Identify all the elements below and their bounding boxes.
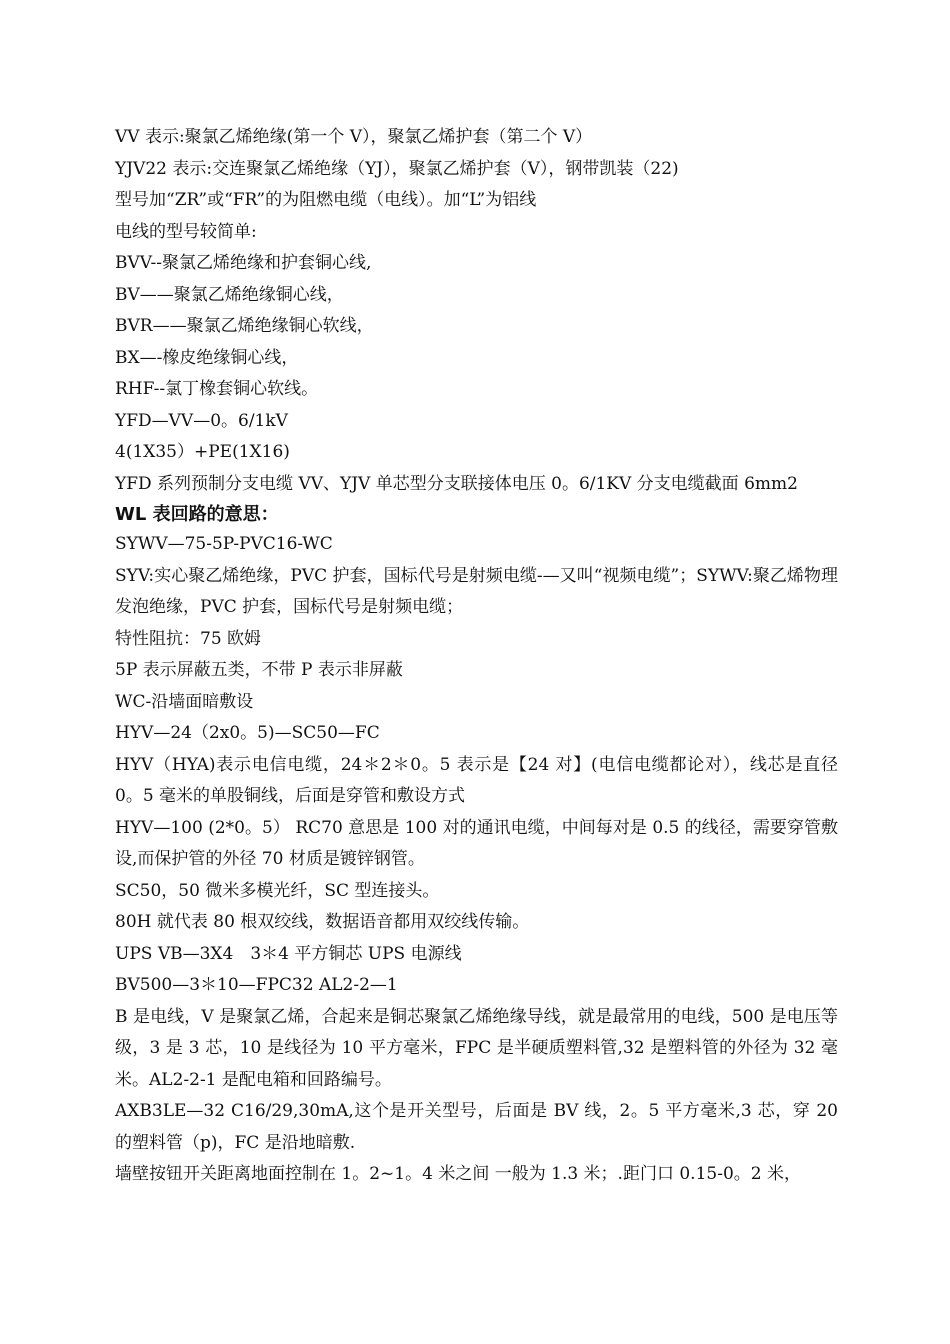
- text-line: YJV22 表示:交连聚氯乙烯绝缘（YJ），聚氯乙烯护套（V），钢带凯装（22): [115, 158, 679, 179]
- text-line: WC-沿墙面暗敷设: [115, 691, 254, 712]
- text-line: 特性阻抗：75 欧姆: [115, 628, 262, 649]
- text-line: BV500—3＊10—FPC32 AL2-2—1: [115, 975, 398, 995]
- text-line: YFD—VV—0。6/1kV: [115, 410, 288, 431]
- text-line: 型号加“ZR”或“FR”的为阻燃电缆（电线）。加“L”为铝线: [115, 190, 537, 210]
- paragraph-hyv: HYV（HYA)表示电信电缆，24＊2＊0。5 表示是【24 对】(电信电缆都论对），线芯是直径 0。5 毫米的单股铜线，后面是穿管和敷设方式: [115, 754, 838, 806]
- text-line: 5P 表示屏蔽五类，不带 P 表示非屏蔽: [115, 660, 403, 680]
- text-line: BVV--聚氯乙烯绝缘和护套铜心线,: [115, 253, 372, 273]
- text-line: VV 表示:聚氯乙烯绝缘(第一个 V），聚氯乙烯护套（第二个 V）: [115, 127, 593, 147]
- text-line: BVR——聚氯乙烯绝缘铜心软线，: [115, 316, 374, 336]
- text-line: 墙壁按钮开关距离地面控制在 1。2~1。4 米之间 一般为 1.3 米；.距门口 0.15-0。2 米，: [115, 1164, 802, 1184]
- text-line: RHF--氯丁橡套铜心软线。: [115, 379, 319, 399]
- text-line: BV——聚氯乙烯绝缘铜心线，: [115, 284, 344, 305]
- document-page: [115, 122, 838, 1191]
- text-line: 电线的型号较简单:: [115, 221, 257, 242]
- paragraph-yfd: YFD 系列预制分支电缆 VV、YJV 单芯型分支联接体电压 0。6/1KV 分支电缆截面 6mm2: [115, 473, 798, 494]
- text-line: UPS VB—3X4 3＊4 平方铜芯 UPS 电源线: [115, 943, 462, 964]
- text-line: SC50，50 微米多模光纤，SC 型连接头。: [115, 880, 440, 901]
- text-line: SYWV—75-5P-PVC16-WC: [115, 534, 333, 554]
- section-heading: WL 表回路的意思：: [115, 504, 279, 525]
- paragraph-hyv100: HYV—100 (2*0。5） RC70 意思是 100 对的通讯电缆，中间每对是 0.5 的线径，需要穿管敷设,而保护管的外径 70 材质是镀锌钢管。: [115, 817, 838, 869]
- text-line: 4(1X35）+PE(1X16): [115, 442, 290, 462]
- text-line: BX—-橡皮绝缘铜心线，: [115, 347, 299, 368]
- paragraph-axb: AXB3LE—32 C16/29,30mA,这个是开关型号，后面是 BV 线，2。5 平方毫米,3 芯，穿 20 的塑料管（p)，FC 是沿地暗敷.: [115, 1101, 838, 1153]
- text-line: HYV—24（2x0。5)—SC50—FC: [115, 723, 380, 743]
- paragraph-bv: B 是电线，V 是聚氯乙烯，合起来是铜芯聚氯乙烯绝缘导线，就是最常用的电线，500 是电压等级，3 是 3 芯，10 是线径为 10 平方毫米，FPC 是半硬质塑料管,32 是塑料管的外径为 32 毫米。AL2-2-1 是配电箱和回路编号。: [115, 1006, 838, 1090]
- paragraph-syv: SYV:实心聚乙烯绝缘，PVC 护套，国标代号是射频电缆-—又叫“视频电缆”；SYWV:聚乙烯物理发泡绝缘，PVC 护套，国标代号是射频电缆；: [115, 565, 838, 617]
- text-line: 80H 就代表 80 根双绞线，数据语音都用双绞线传输。: [115, 912, 530, 932]
